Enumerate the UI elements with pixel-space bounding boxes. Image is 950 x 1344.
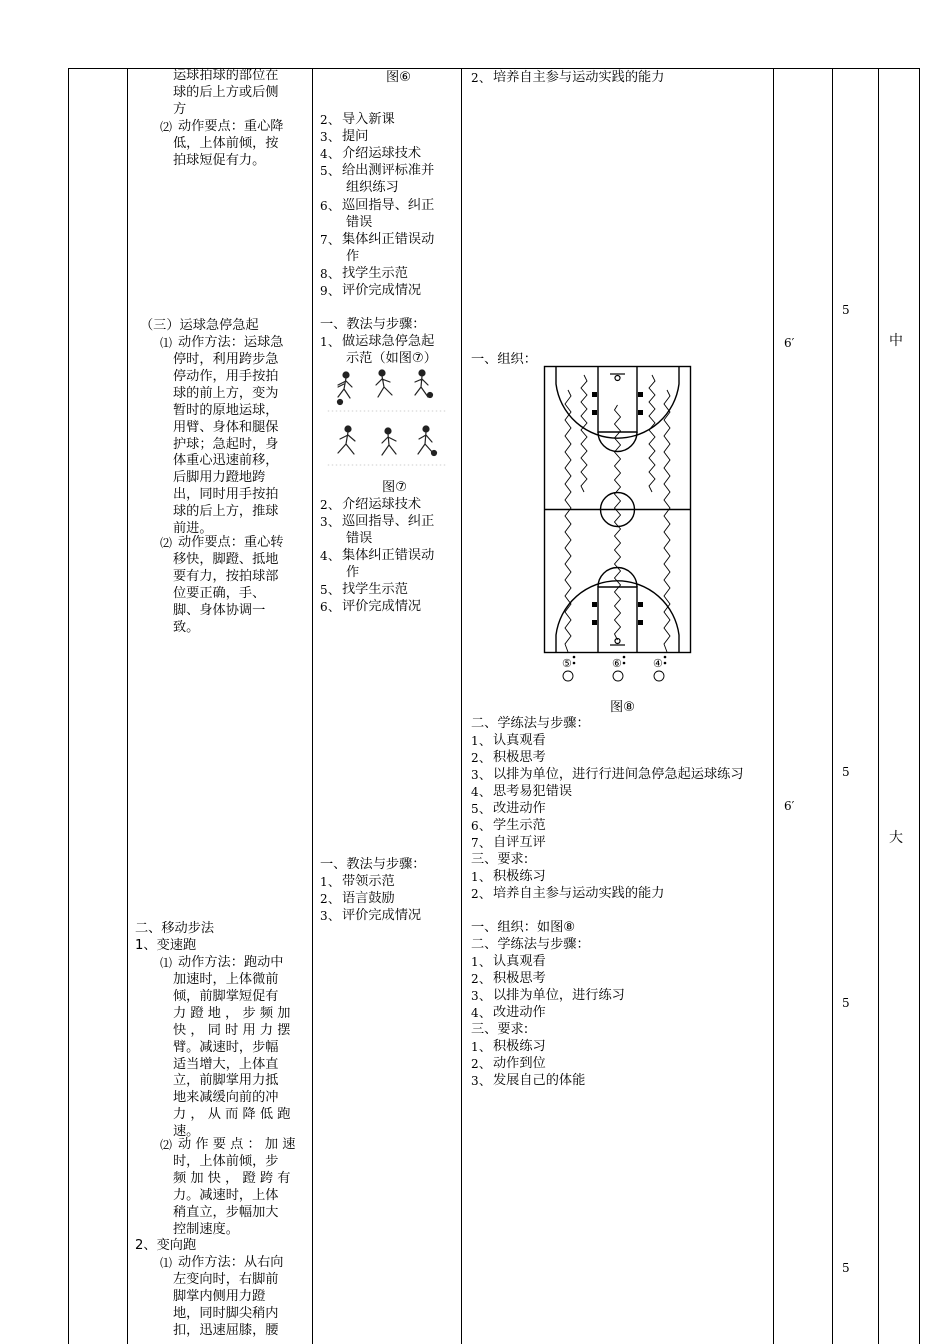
player-figure bbox=[382, 428, 396, 455]
player-figure bbox=[338, 372, 352, 398]
bottom-free-throw-arc bbox=[598, 568, 637, 588]
step-number: 1 bbox=[320, 335, 328, 349]
step-text: 改进动作 bbox=[493, 801, 546, 816]
lane-mark bbox=[638, 410, 643, 415]
step-text: 积极练习 bbox=[493, 869, 546, 884]
goal-number: 2 bbox=[471, 71, 479, 85]
content-line: 停动作，用手按拍 bbox=[173, 368, 279, 384]
lane-mark bbox=[592, 410, 597, 415]
dribble-path-left bbox=[565, 390, 571, 652]
step-number: 3 bbox=[320, 515, 328, 529]
step-text: 改进动作 bbox=[493, 1005, 546, 1020]
step-number: 4 bbox=[471, 1006, 479, 1020]
count-value: 5 bbox=[842, 303, 850, 317]
content-line: 动作方法：运球急 bbox=[178, 335, 284, 350]
start-label-6: ⑥ bbox=[612, 657, 622, 670]
player-dot bbox=[664, 662, 667, 665]
figure-8-court-diagram bbox=[540, 362, 696, 684]
step-number: 4 bbox=[471, 785, 479, 799]
step-text: 介绍运球技术 bbox=[342, 146, 422, 161]
step-number: 5 bbox=[320, 164, 328, 178]
content-line: 暂时的原地运球， bbox=[173, 402, 279, 418]
step-number: 2 bbox=[471, 972, 479, 986]
step-text: 发展自己的体能 bbox=[493, 1073, 586, 1088]
requirements-title: 三、要求: bbox=[471, 852, 529, 867]
step-number: 8 bbox=[320, 267, 328, 281]
requirements-title-2: 三、要求: bbox=[471, 1022, 529, 1037]
intensity-value: 大 bbox=[889, 830, 903, 846]
top-hoop bbox=[615, 376, 620, 381]
content-line: 方 bbox=[173, 101, 187, 117]
column-divider-6 bbox=[878, 68, 879, 1344]
step-number: 2 bbox=[471, 751, 479, 765]
direction-run-method-cont bbox=[173, 1272, 279, 1340]
step-text: 思考易犯错误 bbox=[493, 784, 573, 799]
step-number: 1 bbox=[471, 734, 479, 748]
player-dot bbox=[573, 656, 576, 659]
step-text-cont: 组织练习 bbox=[346, 180, 399, 195]
intensity-value: 中 bbox=[889, 333, 903, 349]
step-text: 评价完成情况 bbox=[342, 283, 422, 298]
study-method-title: 二、学练法与步骤： bbox=[471, 716, 590, 731]
step-text: 以排为单位，进行练习 bbox=[493, 988, 625, 1003]
content-line: 位要正确，手、 bbox=[173, 585, 266, 601]
stop-start-method bbox=[178, 335, 284, 352]
player-dot bbox=[664, 656, 667, 659]
content-line: 前进。 bbox=[173, 521, 213, 537]
dribble-path-center bbox=[615, 405, 621, 640]
content-line: 力 蹬 地 ， 步 频 加 bbox=[173, 1005, 291, 1021]
content-line: 快 ， 同 时 用 力 摆 bbox=[173, 1022, 291, 1038]
step-text-cont: 错误 bbox=[346, 531, 373, 546]
step-number: 7 bbox=[471, 836, 479, 850]
step-text: 巡回指导、纠正 bbox=[342, 514, 435, 529]
point-number: ⑵ bbox=[160, 536, 173, 550]
step-number: 1 bbox=[471, 955, 479, 969]
column-divider-3 bbox=[461, 68, 462, 1344]
step-text: 学生示范 bbox=[493, 818, 546, 833]
player-dot bbox=[623, 662, 626, 665]
dribble-path-inner-right bbox=[649, 375, 655, 492]
stop-start-method-cont bbox=[173, 352, 279, 538]
column-divider-5 bbox=[832, 68, 833, 1344]
point-number: ⑴ bbox=[160, 1256, 173, 1270]
table-border-left bbox=[68, 68, 69, 1344]
step-text: 动作到位 bbox=[493, 1056, 546, 1071]
column-divider-4 bbox=[773, 68, 774, 1344]
dribble-path-right bbox=[664, 390, 670, 652]
teaching-method-title-2: 一、教法与步骤： bbox=[320, 857, 426, 872]
count-value: 5 bbox=[842, 1261, 850, 1275]
count-value: 5 bbox=[842, 996, 850, 1010]
step-text: 找学生示范 bbox=[342, 582, 408, 597]
step-text-cont: 示范（如图⑦） bbox=[346, 351, 437, 366]
step-text-cont: 作 bbox=[346, 565, 360, 580]
goal-text: 培养自主参与运动实践的能力 bbox=[493, 70, 665, 85]
step-text: 积极练习 bbox=[493, 1039, 546, 1054]
content-line: 运球拍球的部位在 bbox=[173, 68, 279, 83]
point-number: ⑵ bbox=[160, 120, 173, 134]
figure-7-caption: 图⑦ bbox=[382, 480, 408, 495]
step-text: 巡回指导、纠正 bbox=[342, 198, 435, 213]
content-line: 力 ， 从 而 降 低 跑 bbox=[173, 1107, 291, 1123]
step-text: 导入新课 bbox=[342, 112, 395, 127]
player-circle bbox=[613, 671, 623, 681]
step-number: 2 bbox=[471, 1057, 479, 1071]
content-line: 力。减速时，上体 bbox=[173, 1187, 279, 1203]
step-text: 给出测评标准并 bbox=[342, 163, 435, 178]
content-line: 低，上体前倾，按 bbox=[173, 136, 279, 151]
step-text: 集体纠正错误动 bbox=[342, 232, 435, 247]
content-line: 倾，前脚掌短促有 bbox=[173, 988, 279, 1004]
table-border-right bbox=[919, 68, 920, 1344]
step-number: 4 bbox=[320, 147, 328, 161]
ball bbox=[432, 451, 437, 456]
dribble-path-inner-left bbox=[581, 375, 587, 492]
lane-mark bbox=[592, 392, 597, 397]
player-circle bbox=[563, 671, 573, 681]
point-number: ⑴ bbox=[160, 336, 173, 350]
step-text: 做运球急停急起 bbox=[342, 334, 435, 349]
start-label-5: ⑤ bbox=[562, 657, 572, 670]
content-line: 立，前脚掌用力抵 bbox=[173, 1073, 279, 1089]
step-text: 积极思考 bbox=[493, 971, 546, 986]
content-line: 速。 bbox=[173, 1124, 200, 1140]
ball bbox=[338, 400, 343, 405]
player-dot bbox=[623, 656, 626, 659]
figure-6-caption: 图⑥ bbox=[386, 70, 412, 85]
step-text: 以排为单位，进行行进间急停急起运球练习 bbox=[493, 767, 744, 782]
step-text-cont: 错误 bbox=[346, 215, 373, 230]
step-number: 9 bbox=[320, 284, 328, 298]
lane-mark bbox=[638, 392, 643, 397]
point-number: ⑵ bbox=[160, 1138, 173, 1152]
step-number: 7 bbox=[320, 233, 328, 247]
content-line: 加速时，上体微前 bbox=[173, 972, 279, 987]
player-figure bbox=[415, 370, 428, 397]
stop-start-key-points bbox=[178, 535, 284, 552]
section-title-footwork: 二、移动步法 bbox=[135, 921, 215, 936]
content-line: 球的后上方或后侧 bbox=[173, 84, 279, 100]
time-value: 6′ bbox=[784, 799, 795, 813]
step-text: 介绍运球技术 bbox=[342, 497, 422, 512]
study-method-title-2: 二、学练法与步骤： bbox=[471, 937, 590, 952]
step-number: 5 bbox=[320, 583, 328, 597]
step-text: 自评互评 bbox=[493, 835, 546, 850]
content-line: 脚、身体协调一 bbox=[173, 602, 266, 618]
content-line: 出，同时用手按拍 bbox=[173, 487, 279, 503]
step-number: 6 bbox=[320, 199, 328, 213]
top-key bbox=[598, 367, 637, 433]
action-key-points bbox=[178, 119, 284, 136]
lane-mark bbox=[638, 602, 643, 607]
content-line: 致。 bbox=[173, 619, 200, 635]
content-line: 扣，迅速屈膝，腰 bbox=[173, 1322, 279, 1338]
step-number: 3 bbox=[471, 1074, 479, 1088]
content-line: 拍球短促有力。 bbox=[173, 152, 266, 168]
column-divider-1 bbox=[127, 68, 128, 1344]
player-circle bbox=[654, 671, 664, 681]
content-line: 稍直立，步幅加大 bbox=[173, 1204, 279, 1220]
content-line: 时，上体前倾，步 bbox=[173, 1154, 279, 1169]
step-text: 评价完成情况 bbox=[342, 599, 422, 614]
step-text: 集体纠正错误动 bbox=[342, 548, 435, 563]
content-line: 球的前上方，变为 bbox=[173, 385, 279, 401]
step-text: 认真观看 bbox=[493, 954, 546, 969]
bottom-key bbox=[598, 587, 637, 653]
lane-mark bbox=[638, 620, 643, 625]
lane-mark bbox=[592, 620, 597, 625]
content-line: 适当增大，上体直 bbox=[173, 1056, 279, 1072]
organization-label: 一、组织： bbox=[471, 352, 537, 367]
player-dot bbox=[573, 662, 576, 665]
content-line: 地，同时脚尖稍内 bbox=[173, 1305, 279, 1321]
step-number: 5 bbox=[471, 802, 479, 816]
content-line: 用臂、身体和腿保 bbox=[173, 419, 279, 435]
step-number: 6 bbox=[471, 819, 479, 833]
step-number: 3 bbox=[471, 768, 479, 782]
step-number: 3 bbox=[320, 909, 328, 923]
teaching-method-title: 一、教法与步骤： bbox=[320, 317, 426, 332]
content-line: 移快，脚蹬、抵地 bbox=[173, 552, 279, 567]
speed-run-method bbox=[178, 955, 284, 972]
step-number: 1 bbox=[471, 1040, 479, 1054]
step-text-cont: 作 bbox=[346, 249, 360, 264]
content-block1 bbox=[173, 68, 279, 119]
speed-run-key-points bbox=[178, 1137, 295, 1154]
step-number: 1 bbox=[471, 870, 479, 884]
lesson-plan-page: 运球拍球的部位在 球的后上方或后侧 方 ⑵ 动作要点：重心降 低，上体前倾，按 拍球短促有力。 （三）运球急停急起 ⑴ 动作方法：运球急 停时，利用跨步急 停动作，用手按拍 球的前上方，变为 暂时的原地运球， 用臂、身体和腿保 护球；急起时，身 体重心迅速前移， 后脚用力蹬地跨 出，同时用手按拍 球的后上方，推球 前进。 ⑵ 动作要点：重心转 移快，脚蹬、抵地 要有力，按拍球部 位要正确，手、 脚、身体协调一 致。 二、移动步法 1、变速跑 ⑴ 动作方法：跑动中 加速时，上体微前 倾，前脚掌短促有 力 蹬 地 ， 步 频 加 快 ， 同 时 用 力 摆 臂。减速时，步幅 适当增大，上体直 立，前脚掌用力抵 地来减缓向前的冲 力 ， 从 而 降 低 跑 速。 ⑵ 动 作 要 点 ： 加 速 时，上体前倾，步 频 加 快 ， 蹬 跨 有 力。减速时，上体 稍直立，步幅加大 控制速度。 2、变向跑 ⑴ 动作方法：从右向 左变向时，右脚前 脚掌内侧用力蹬 地，同时脚尖稍内 扣，迅速屈膝，腰 图⑥ 2 、 导入新课 3 、 提问 4 、 介绍运球技术 5 、 给出测评标准并 组织练习 6 、 巡回指导、纠正 错误 7 、 集体纠正错误动 作 8 、 找学生示范 9 、 评价完成情况 一、教法与步骤： 1 、 做运球急停急起 示范（如图⑦） 图⑦ 2 、 介绍运球技术 3 、 巡回指导、纠正 错误 4 、 集体纠正错误动 作 5 、 找学生示范 6 、 评价完成情况 一、教法与步骤： 1 、 带领示范 2 、 语言鼓励 3 、 评价完成情况 2 、 培养自主参与运动实践的能力 一、组织： ⑤ ⑥ ④ 图⑧ 二、学练法与步骤： 1 、 认真观看 2 、 积极思考 3 、 以排为单位，进行行进间急停急起运球练习 4 、 思考易犯错误 5 、 改进动作 6 、 学生示范 7 、 自评互评 三、要求: 1 、 积极练习 2 、 培养自主参与运动实践的能力 一、组织：如图⑧ 二、学练法与步骤： 1 、 认真观看 2 、 积极思考 3 、 以排为单位，进行练习 4 、 改进动作 三、要求: 1 、 积极练习 2 、 动作到位 3 、 发展自己的体能 6′ 6′ 5 5 5 5 中 大 bbox=[0, 0, 950, 1344]
content-line: 体重心迅速前移， bbox=[173, 453, 279, 469]
step-text: 带领示范 bbox=[342, 874, 395, 889]
content-line: 左变向时，右脚前 bbox=[173, 1272, 279, 1287]
content-line: 动作要点：重心转 bbox=[178, 535, 284, 550]
content-line: 后脚用力蹬地跨 bbox=[173, 470, 266, 486]
lane-mark bbox=[592, 602, 597, 607]
step-number: 2 bbox=[320, 113, 328, 127]
step-number: 3 bbox=[320, 130, 328, 144]
content-line: 臂。减速时，步幅 bbox=[173, 1039, 279, 1055]
content-line: 动作方法：从右向 bbox=[178, 1255, 284, 1270]
step-number: 6 bbox=[320, 600, 328, 614]
player-figure bbox=[376, 370, 392, 397]
content-line: 动作要点：重心降 bbox=[178, 119, 284, 134]
figure-7-illustration bbox=[318, 367, 458, 479]
step-text: 语言鼓励 bbox=[342, 891, 395, 906]
speed-run-method-cont bbox=[173, 972, 290, 1141]
content-line: 动 作 要 点 ： 加 速 bbox=[178, 1137, 296, 1152]
count-value: 5 bbox=[842, 765, 850, 779]
point-number: ⑴ bbox=[160, 956, 173, 970]
section-title-stop-start: （三）运球急停急起 bbox=[140, 318, 259, 333]
player-figure bbox=[418, 426, 433, 454]
start-label-4: ④ bbox=[653, 657, 663, 670]
step-number: 2 bbox=[320, 892, 328, 906]
content-line: 球的后上方，推球 bbox=[173, 504, 279, 520]
step-number: 3 bbox=[471, 989, 479, 1003]
content-line: 地来减缓向前的冲 bbox=[173, 1090, 279, 1106]
step-text: 找学生示范 bbox=[342, 266, 408, 281]
content-line: 停时，利用跨步急 bbox=[173, 352, 279, 367]
content-line: 要有力，按拍球部 bbox=[173, 568, 279, 584]
subsection-direction-change-run: 2、变向跑 bbox=[135, 1238, 197, 1253]
column-divider-2 bbox=[312, 68, 313, 1344]
content-line: 脚掌内侧用力蹬 bbox=[173, 1288, 266, 1304]
step-number: 2 bbox=[471, 887, 479, 901]
organization-label-2: 一、组织：如图⑧ bbox=[471, 920, 576, 935]
subsection-speed-change-run: 1、变速跑 bbox=[135, 938, 197, 953]
figure-8-caption: 图⑧ bbox=[610, 700, 636, 715]
content-line: 护球；急起时，身 bbox=[173, 436, 279, 452]
step-text: 认真观看 bbox=[493, 733, 546, 748]
step-text: 积极思考 bbox=[493, 750, 546, 765]
stop-start-key-points-cont bbox=[173, 552, 279, 637]
content-line: 频 加 快 ， 蹬 跨 有 bbox=[173, 1170, 291, 1186]
time-value: 6′ bbox=[784, 336, 795, 350]
step-number: 4 bbox=[320, 549, 328, 563]
ball bbox=[428, 393, 433, 398]
player-figure bbox=[338, 426, 355, 454]
action-key-points-cont bbox=[173, 136, 279, 170]
step-text: 评价完成情况 bbox=[342, 908, 422, 923]
step-text: 提问 bbox=[342, 129, 369, 144]
content-line: 动作方法：跑动中 bbox=[178, 955, 284, 970]
step-number: 1 bbox=[320, 875, 328, 889]
content-line: 控制速度。 bbox=[173, 1221, 239, 1237]
step-number: 2 bbox=[320, 498, 328, 512]
step-text: 培养自主参与运动实践的能力 bbox=[493, 886, 665, 901]
direction-run-method bbox=[178, 1255, 284, 1272]
speed-run-key-points-cont bbox=[173, 1154, 290, 1239]
